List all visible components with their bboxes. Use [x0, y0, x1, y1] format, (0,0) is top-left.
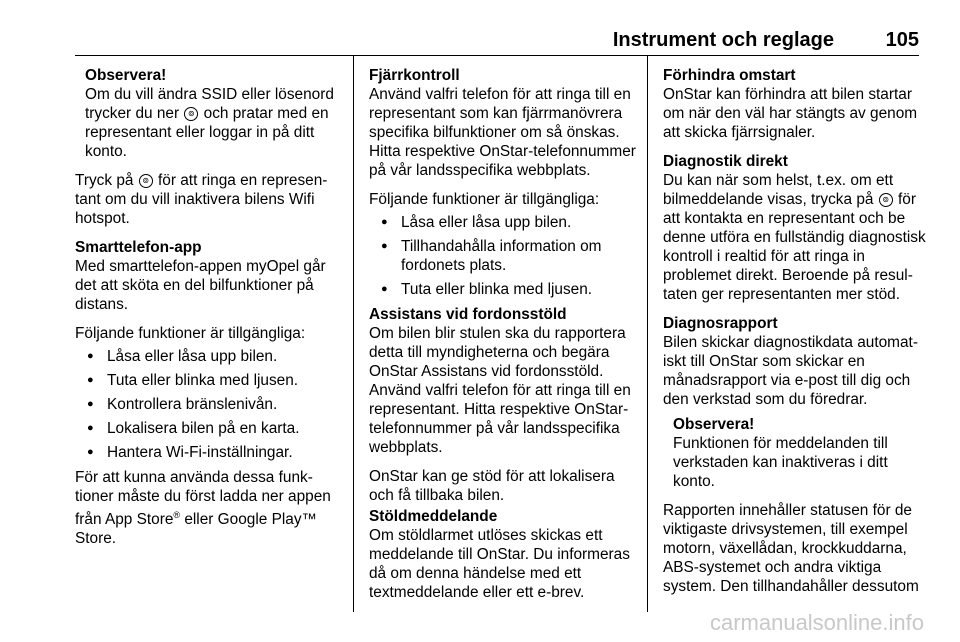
paragraph: OnStar kan ge stöd för att lokalisera och få tillbaka bilen. [369, 468, 615, 504]
bullet-list [75, 347, 345, 462]
section-heading: Förhindra omstart [663, 67, 796, 84]
section-text: Med smarttelefon-appen myOpel går det att sköta en del bilfunktioner på distans. [75, 258, 326, 313]
note-box [85, 66, 345, 161]
onstar-icon: ⊚ [879, 193, 893, 207]
para-text-a: Tryck på [75, 172, 138, 189]
closing-paragraph [75, 468, 345, 548]
list-intro: Följande funktioner är tillgängliga: [369, 191, 600, 208]
section-text-a: Du kan när som helst, t.ex. om ett bilmeddelande visas, trycka på [663, 172, 894, 208]
section-heading: Diagnosrapport [663, 315, 778, 332]
header-rule [75, 55, 919, 56]
section-heading: Assistans vid fordonsstöld [369, 306, 567, 323]
list-item: ● Tillhandahålla information om fordonets plats. [379, 237, 641, 275]
note-box [673, 415, 931, 491]
note-text-a: Om du vill ändra SSID eller lösenord trycker du ner [85, 86, 334, 122]
section-heading: Diagnostik direkt [663, 153, 788, 170]
list-item: ● Tuta eller blinka med ljusen. [379, 280, 641, 299]
registered-mark: ® [173, 510, 181, 520]
section-heading: Fjärrkontroll [369, 67, 460, 84]
section-diagnostics [663, 152, 931, 304]
section-text: OnStar kan förhindra att bilen startar om när den väl har stängts av genom att skicka fjärrsignaler. [663, 86, 918, 141]
section-alarm [369, 507, 641, 602]
column-2 [369, 66, 641, 612]
section-report [663, 314, 931, 409]
page-number: 105 [885, 29, 919, 51]
page-header [0, 27, 919, 53]
section-text-b: för att kontakta en representant och be denne utföra en fullständig diagnostisk kontroll i realtid för att ringa in problemet direkt. Beroende på resultaten ger representanten mer stöd. [663, 191, 926, 303]
column-3 [663, 66, 931, 606]
watermark: carmanualsonline.info [709, 610, 924, 635]
list-item: ● Tuta eller blinka med ljusen. [85, 371, 345, 390]
section-title: Instrument och reglage [612, 29, 834, 51]
section-text: Använd valfri telefon för att ringa till en representant som kan fjärrmanövrera specifika bilfunktioner om så önskas. Hitta respektive OnStar-telefonnummer på vår landsspecifika webbplats. [369, 86, 636, 179]
onstar-icon: ⊚ [139, 174, 153, 188]
list-item: ● Kontrollera bränslenivån. [85, 395, 345, 414]
onstar-icon: ⊚ [184, 107, 198, 121]
note-text: Funktionen för meddelanden till verkstaden kan inaktiveras i ditt konto. [673, 435, 888, 490]
list-item: ● Hantera Wi-Fi-inställningar. [85, 443, 345, 462]
column-1 [75, 66, 345, 558]
section-text: Om bilen blir stulen ska du rapportera detta till myndigheterna och begära OnStar Assistans vid fordonsstöld. Använd valfri telefon för att ringa till en representant. Hitta respektive OnStar-telefonnummer på vår landsspecifika webbplats. [369, 325, 631, 456]
section-text: Bilen skickar diagnostikdata automatiskt till OnStar som skickar en månadsrapport via e-post till dig och den verkstad som du föredrar. [663, 334, 918, 408]
list-item: ● Lokalisera bilen på en karta. [85, 419, 345, 438]
bullet-list [369, 213, 641, 299]
note-heading: Observera! [673, 416, 755, 433]
section-text: Om stöldlarmet utlöses skickas ett meddelande till OnStar. Du informeras då om denna händelse med ett textmeddelande eller ett e-brev. [369, 527, 630, 601]
para-text-b: för att ringa en representant om du vill inaktivera bilens Wifi hotspot. [75, 172, 328, 227]
closing-text-a: För att kunna använda dessa funktioner måste du först ladda ner appen från App Store [75, 469, 331, 529]
closing-text-b: eller Google Play™ Store. [75, 511, 317, 548]
section-smartphone [75, 238, 345, 314]
note-text-b: och pratar med en representant eller loggar in på ditt konto. [85, 105, 329, 160]
paragraph: Rapporten innehåller statusen för de viktigaste drivsystemen, till exempel motorn, växellådan, krockkuddarna, ABS-systemet och andra viktiga system. Den tillhandahåller dessutom [663, 502, 919, 595]
section-remote [369, 66, 641, 180]
list-item: ● Låsa eller låsa upp bilen. [85, 347, 345, 366]
section-heading: Stöldmeddelande [369, 508, 498, 525]
paragraph [75, 171, 345, 228]
list-intro: Följande funktioner är tillgängliga: [75, 325, 306, 342]
section-heading: Smarttelefon-app [75, 239, 202, 256]
section-restart [663, 66, 931, 142]
note-heading: Observera! [85, 67, 167, 84]
column-divider-2 [647, 56, 648, 612]
list-item: ● Låsa eller låsa upp bilen. [379, 213, 641, 232]
column-divider-1 [353, 56, 354, 612]
section-theft [369, 305, 641, 457]
